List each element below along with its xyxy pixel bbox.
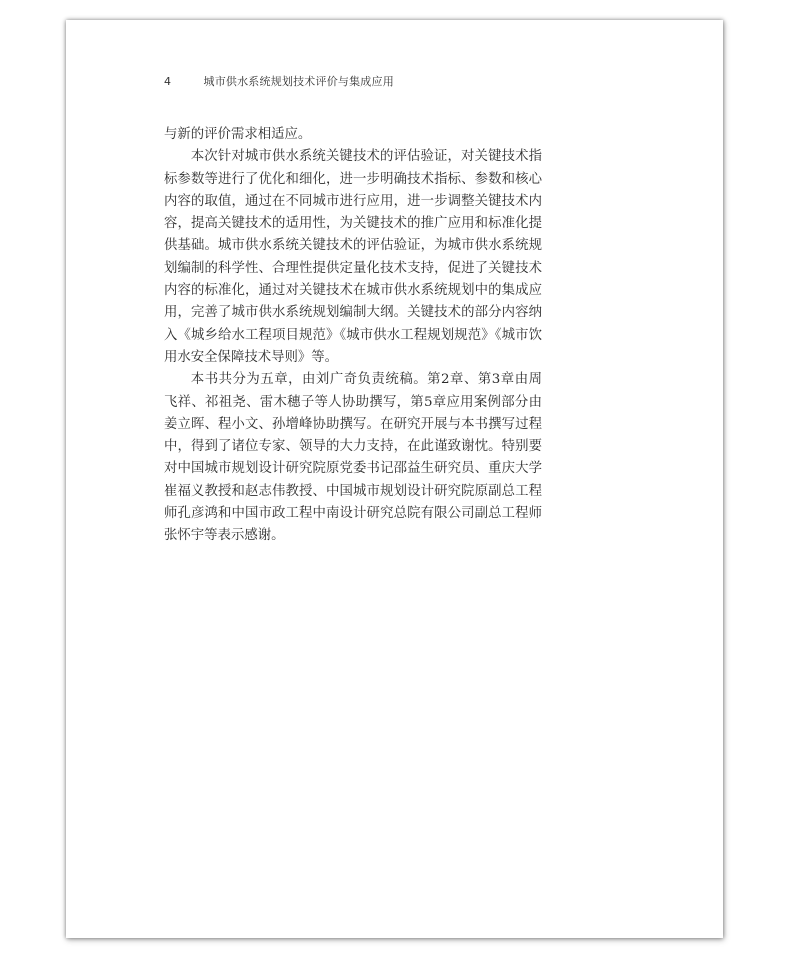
book-title: 城市供水系统规划技术评价与集成应用 <box>203 75 394 88</box>
page-number: 4 <box>164 75 171 88</box>
book-page <box>66 20 723 938</box>
body-text <box>164 124 542 548</box>
paragraph-acknowledgements: 本书共分为五章，由刘广奇负责统稿。第2章、第3章由周飞祥、祁祖尧、雷木穗子等人协助撰写，第5章应用案例部分由姜立晖、程小文、孙增峰协助撰写。在研究开展与本书撰写过程中，得到了诸位专家、领导的大力支持，在此谨致谢忱。特别要对中国城市规划设计研究院原党委书记邵益生研究员、重庆大学崔福义教授和赵志伟教授、中国城市规划设计研究院原副总工程师孔彦鸿和中国市政工程中南设计研究总院有限公司副总工程师张怀宇等表示感谢。 <box>164 372 542 544</box>
running-header <box>164 73 394 89</box>
paragraph-continuation: 与新的评价需求相适应。 <box>164 127 312 142</box>
paragraph-key-technology: 本次针对城市供水系统关键技术的评估验证，对关键技术指标参数等进行了优化和细化，进一步明确技术指标、参数和核心内容的取值，通过在不同城市进行应用，进一步调整关键技术内容，提高关键技术的适用性，为关键技术的推广应用和标准化提供基础。城市供水系统关键技术的评估验证，为城市供水系统规划编制的科学性、合理性提供定量化技术支持，促进了关键技术内容的标准化，通过对关键技术在城市供水系统规划中的集成应用，完善了城市供水系统规划编制大纲。关键技术的部分内容纳入《城乡给水工程项目规范》《城市供水工程规划规范》《城市饮用水安全保障技术导则》等。 <box>164 149 542 365</box>
